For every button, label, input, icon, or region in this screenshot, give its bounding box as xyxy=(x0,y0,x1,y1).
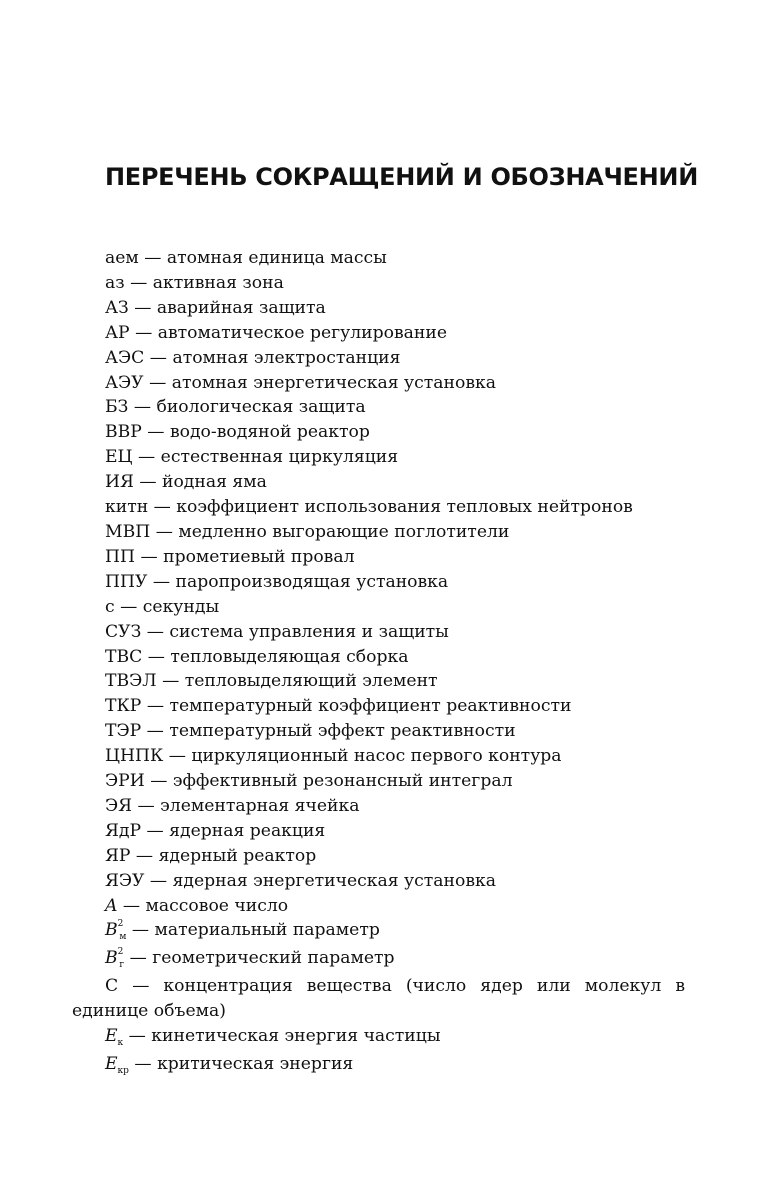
abbreviation: ПП xyxy=(105,546,135,567)
abbreviation-definition: система управления и защиты xyxy=(169,621,449,642)
abbreviation-entry xyxy=(72,420,685,445)
abbreviation-definition: эффективный резонансный интеграл xyxy=(172,771,513,792)
abbreviation-entry xyxy=(72,346,685,371)
abbreviation-entry xyxy=(72,869,685,894)
dash: — xyxy=(135,845,154,866)
abbreviation-entry xyxy=(72,495,685,520)
abbreviation: ИЯ xyxy=(105,472,134,493)
abbreviation-entry xyxy=(72,271,685,296)
symbol-definition: кинетическая энергия частицы xyxy=(151,1026,441,1047)
symbol-subscript: кр xyxy=(117,1066,129,1076)
abbreviation-entry xyxy=(72,470,685,495)
dash: — xyxy=(130,272,148,293)
dash: — xyxy=(155,521,173,542)
abbreviation-entry xyxy=(72,744,685,769)
abbreviation: ТВЭЛ xyxy=(105,671,157,692)
abbreviation-entry xyxy=(72,620,685,645)
symbol: E xyxy=(105,1026,118,1047)
abbreviation: с xyxy=(105,596,115,617)
symbol-entry-ekr xyxy=(72,1052,685,1080)
abbreviation: ЭЯ xyxy=(105,795,133,816)
dash: — xyxy=(149,347,167,368)
abbreviation-definition: тепловыделяющая сборка xyxy=(170,646,409,667)
abbreviation-entry xyxy=(72,545,685,570)
abbreviation-definition: ядерная энергетическая установка xyxy=(172,870,497,891)
abbreviation: китн xyxy=(105,497,149,518)
abbreviation-entry xyxy=(72,445,685,470)
symbol: C xyxy=(105,976,119,997)
abbreviation: ТЭР xyxy=(105,721,142,742)
abbreviation-definition: секунды xyxy=(142,596,220,617)
dash: — xyxy=(146,621,164,642)
dash: — xyxy=(139,472,157,493)
symbol-superscript: 2 xyxy=(117,947,124,958)
symbol-entry-bm xyxy=(72,918,685,946)
symbol-entry-a xyxy=(72,894,685,919)
symbol: E xyxy=(105,1054,118,1074)
dash: — xyxy=(152,571,171,592)
abbreviation: СУЗ xyxy=(105,621,142,642)
dash: — xyxy=(150,771,168,792)
abbreviation-definition: температурный эффект реактивности xyxy=(169,721,516,742)
dash: — xyxy=(132,976,150,997)
dash: — xyxy=(128,1026,146,1047)
dash: — xyxy=(134,297,152,318)
dash: — xyxy=(162,671,180,692)
symbol-superscript: 2 xyxy=(117,919,124,930)
dash: — xyxy=(122,895,141,916)
abbreviations-list xyxy=(72,246,685,1080)
abbreviation: ЦНПК xyxy=(105,746,164,767)
dash: — xyxy=(134,1054,152,1074)
abbreviation: ВВР xyxy=(105,422,142,443)
abbreviation-definition: паропроизводящая установка xyxy=(175,571,449,592)
abbreviation-entry xyxy=(72,395,685,420)
abbreviation-entry xyxy=(72,246,685,271)
abbreviation-definition: биологическая защита xyxy=(156,397,366,418)
abbreviation-entry xyxy=(72,694,685,719)
abbreviation-entry xyxy=(72,321,685,346)
abbreviation-definition: ядерная реакция xyxy=(169,820,326,841)
symbol-entry-ek xyxy=(72,1024,685,1052)
abbreviation: аз xyxy=(105,272,125,293)
abbreviation: АЭУ xyxy=(105,372,144,393)
abbreviation: АЗ xyxy=(105,297,129,318)
abbreviation: ППУ xyxy=(105,571,148,592)
dash: — xyxy=(133,397,151,418)
abbreviation-entry xyxy=(72,520,685,545)
abbreviation-definition: водо-водяной реактор xyxy=(169,422,370,443)
dash: — xyxy=(149,870,168,891)
abbreviation-definition: атомная единица массы xyxy=(166,248,387,268)
abbreviation: ЯЭУ xyxy=(105,870,145,891)
symbol: B xyxy=(105,920,118,941)
abbreviation-entry xyxy=(72,769,685,794)
abbreviation-definition: циркуляционный насос первого контура xyxy=(191,746,562,767)
abbreviation-definition: элементарная ячейка xyxy=(160,795,360,816)
symbol-definition: массовое число xyxy=(145,895,289,916)
abbreviation: ЯдР xyxy=(105,820,142,841)
abbreviation: БЗ xyxy=(105,397,129,418)
abbreviation-definition: аварийная защита xyxy=(156,297,326,318)
dash: — xyxy=(147,422,165,443)
abbreviation: ТКР xyxy=(105,696,142,717)
dash: — xyxy=(129,948,147,969)
abbreviation-entry xyxy=(72,719,685,744)
dash: — xyxy=(149,372,167,393)
abbreviation-entry xyxy=(72,371,685,396)
symbol-entry-c xyxy=(72,974,685,1024)
abbreviation: ЯР xyxy=(105,845,131,866)
dash: — xyxy=(153,497,171,518)
abbreviation-definition: медленно выгорающие поглотители xyxy=(178,521,510,542)
abbreviation-entry xyxy=(72,645,685,670)
abbreviation-definition: прометиевый провал xyxy=(163,546,355,567)
abbreviation: ТВС xyxy=(105,646,143,667)
abbreviation-definition: активная зона xyxy=(152,272,284,293)
dash: — xyxy=(131,920,150,941)
dash: — xyxy=(138,447,156,468)
abbreviation: ЕЦ xyxy=(105,447,133,468)
abbreviation-entry xyxy=(72,669,685,694)
page-title: ПЕРЕЧЕНЬ СОКРАЩЕНИЙ И ОБОЗНАЧЕНИЙ xyxy=(105,163,699,191)
abbreviation-entry xyxy=(72,570,685,595)
dash: — xyxy=(168,746,186,767)
abbreviation-definition: ядерный реактор xyxy=(158,845,317,866)
abbreviation-definition: коэффициент использования тепловых нейтронов xyxy=(176,497,633,518)
abbreviation-entry xyxy=(72,296,685,321)
abbreviation-entry xyxy=(72,794,685,819)
dash: — xyxy=(147,646,165,667)
abbreviation-definition: атомная энергетическая установка xyxy=(171,372,497,393)
abbreviation: АР xyxy=(105,322,130,343)
abbreviation: аем xyxy=(105,248,139,268)
symbol: A xyxy=(105,895,118,916)
dash: — xyxy=(120,596,138,617)
abbreviation-definition: температурный коэффициент реактивности xyxy=(169,696,572,717)
symbol-subscript: г xyxy=(119,960,125,971)
abbreviation-definition: йодная яма xyxy=(162,472,267,493)
symbol-subscript: к xyxy=(117,1038,124,1049)
abbreviation-entries xyxy=(72,246,685,894)
abbreviation-entry xyxy=(72,595,685,620)
abbreviation-definition: автоматическое регулирование xyxy=(157,322,447,343)
symbol: B xyxy=(105,948,118,969)
abbreviation: ЭРИ xyxy=(105,771,145,792)
abbreviation-definition: атомная электростанция xyxy=(172,347,401,368)
abbreviation: МВП xyxy=(105,521,151,542)
abbreviation-definition: естественная циркуляция xyxy=(160,447,399,468)
symbol-definition: критическая энергия xyxy=(157,1054,354,1074)
dash: — xyxy=(146,721,164,742)
abbreviation-entry xyxy=(72,844,685,869)
symbol-definition: геометрический параметр xyxy=(152,948,395,969)
dash: — xyxy=(146,820,164,841)
dash: — xyxy=(146,696,164,717)
symbol-subscript: м xyxy=(119,932,127,943)
symbol-definition: материальный параметр xyxy=(154,920,380,941)
abbreviation: АЭС xyxy=(105,347,145,368)
dash: — xyxy=(140,546,158,567)
symbol-definition: концентрация вещества (число ядер или молекул в единице объема) xyxy=(72,976,686,1022)
dash: — xyxy=(144,248,162,268)
symbol-entry-bg xyxy=(72,946,685,974)
abbreviation-definition: тепловыделяющий элемент xyxy=(184,671,438,692)
dash: — xyxy=(137,795,155,816)
abbreviation-entry xyxy=(72,819,685,844)
dash: — xyxy=(135,322,153,343)
